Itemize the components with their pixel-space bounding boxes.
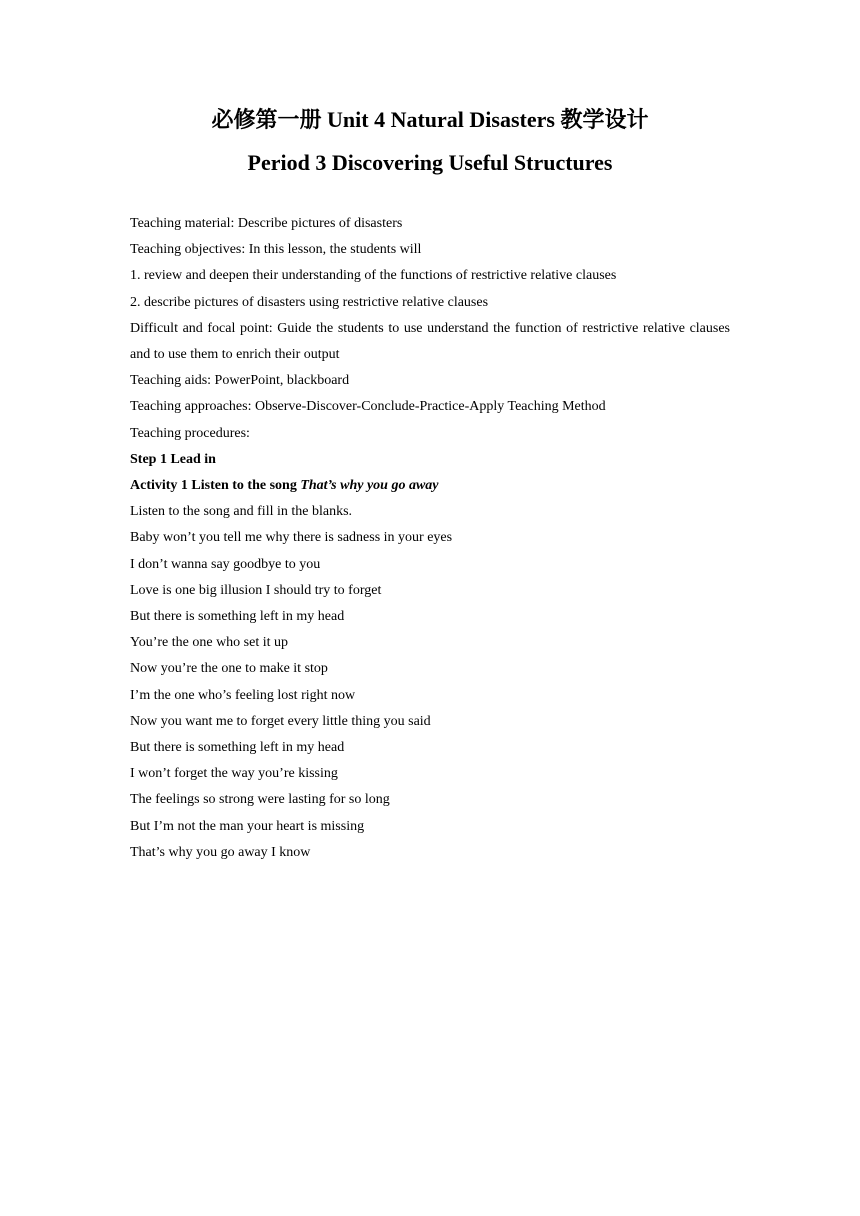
document-subtitle: Period 3 Discovering Useful Structures <box>247 150 613 175</box>
document-body <box>130 211 730 866</box>
activity-1-heading <box>130 473 730 499</box>
teaching-objectives: Teaching objectives: In this lesson, the students will <box>130 242 422 258</box>
lyric-line: I don’t wanna say goodbye to you <box>130 556 321 572</box>
lyric-line: I won’t forget the way you’re kissing <box>130 766 338 782</box>
activity-1-label: Activity 1 Listen to the song <box>130 478 301 494</box>
lyric-line: But there is something left in my head <box>130 609 345 625</box>
teaching-procedures: Teaching procedures: <box>130 425 250 441</box>
lyric-line: Now you’re the one to make it stop <box>130 661 328 677</box>
lyric-line: Now you want me to forget every little thing you said <box>130 713 431 729</box>
objective-1: 1. review and deepen their understanding of the functions of restrictive relative clauses <box>130 268 617 284</box>
difficult-focal-point: Difficult and focal point: Guide the students to use understand the function of restrictive relative clauses and to use them to enrich their output <box>130 320 730 363</box>
lyric-line: Baby won’t you tell me why there is sadness in your eyes <box>130 530 453 546</box>
lyric-line: The feelings so strong were lasting for so long <box>130 792 390 808</box>
teaching-material: Teaching material: Describe pictures of disasters <box>130 216 403 231</box>
objective-2: 2. describe pictures of disasters using restrictive relative clauses <box>130 294 489 310</box>
document-title: 必修第一册 Unit 4 Natural Disasters 教学设计 <box>211 107 649 132</box>
lyric-line: But I’m not the man your heart is missing <box>130 818 365 834</box>
song-title: That’s why you go away <box>300 478 439 494</box>
lyric-line: But there is something left in my head <box>130 740 345 756</box>
lyric-line: You’re the one who set it up <box>130 635 289 651</box>
lyric-line: I’m the one who’s feeling lost right now <box>130 687 356 703</box>
lyric-line: That’s why you go away I know <box>130 844 311 860</box>
instruction: Listen to the song and fill in the blanks. <box>130 504 353 520</box>
teaching-approaches: Teaching approaches: Observe-Discover-Conclude-Practice-Apply Teaching Method <box>130 399 606 415</box>
teaching-aids: Teaching aids: PowerPoint, blackboard <box>130 373 350 389</box>
step-1-heading: Step 1 Lead in <box>130 451 216 467</box>
lyric-line: Love is one big illusion I should try to forget <box>130 582 382 598</box>
